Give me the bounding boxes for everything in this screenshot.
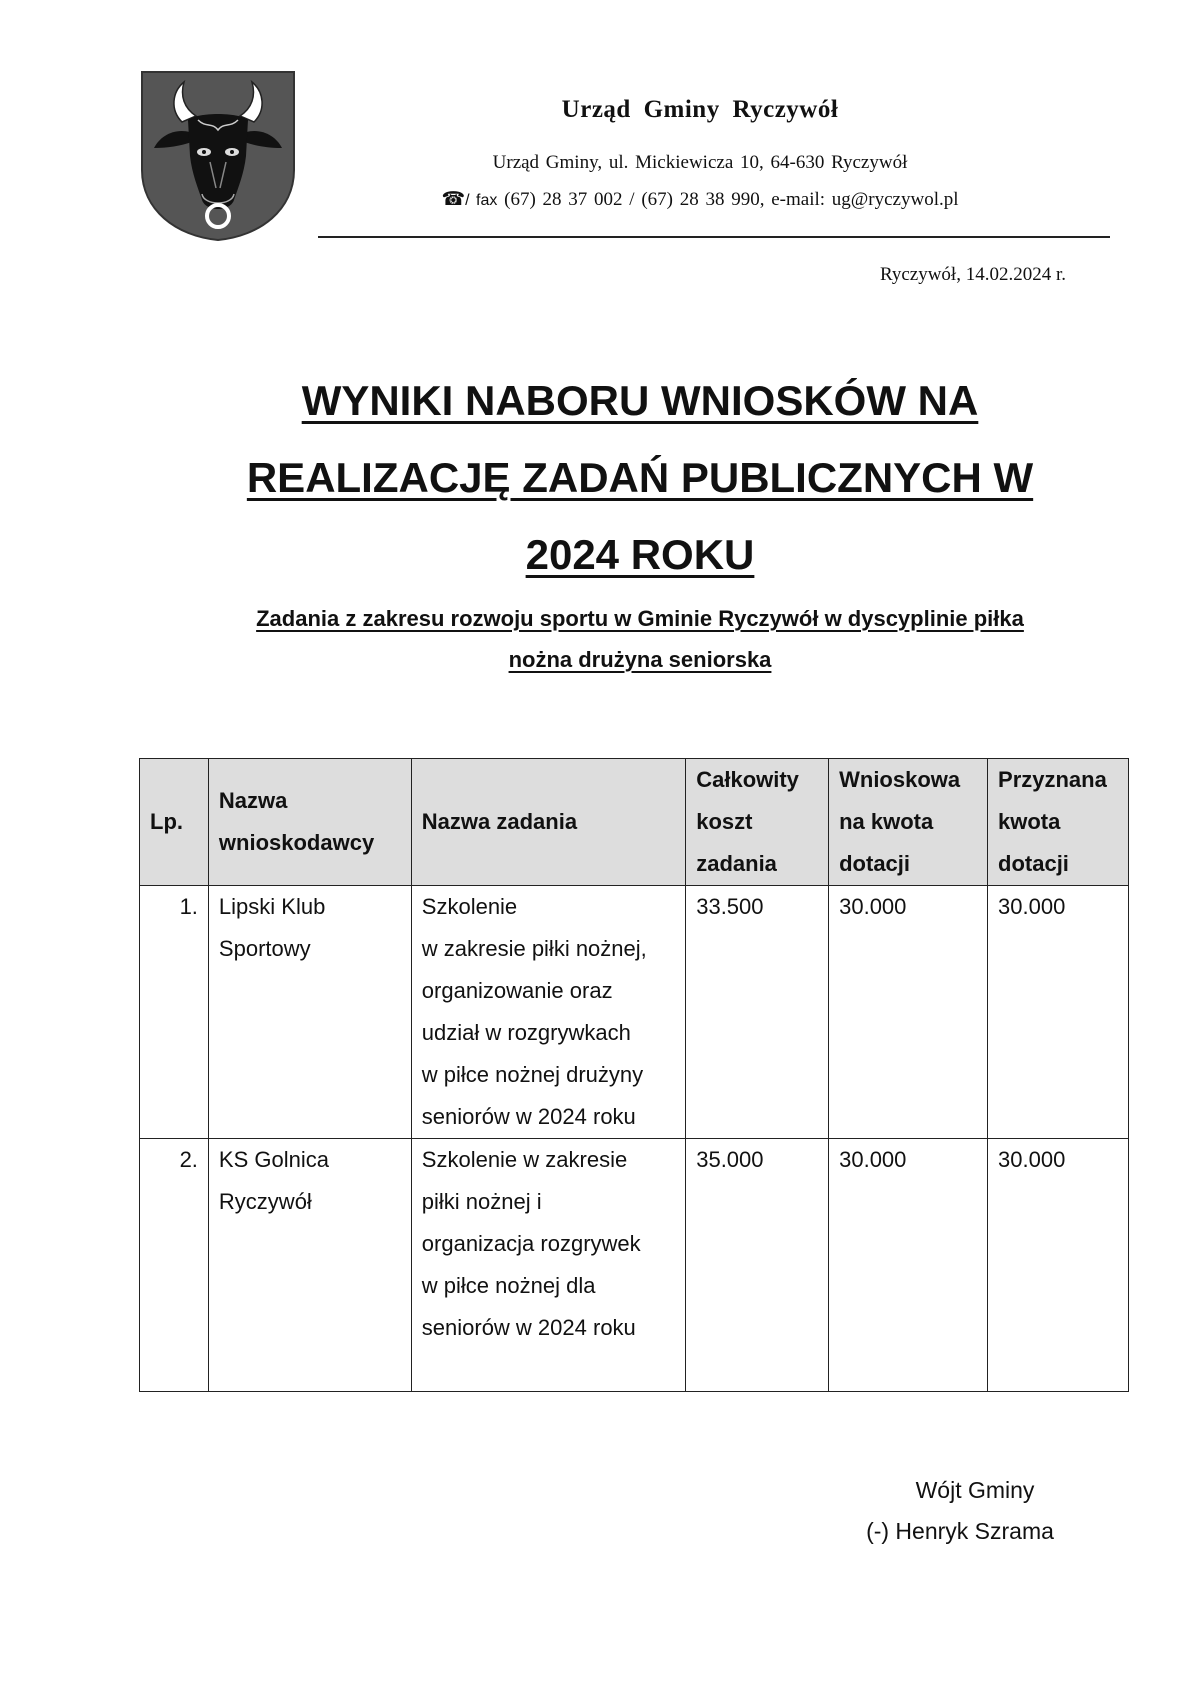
title-line-2: REALIZACJĘ ZADAŃ PUBLICZNYCH W (246, 454, 1034, 501)
table-header-row (140, 759, 1129, 886)
header-requested: Wnioskowa na kwota dotacji (829, 759, 988, 886)
header-total-cost: Całkowity koszt zadania (686, 759, 829, 886)
subtitle-line-1: Zadania z zakresu rozwoju sportu w Gminie Ryczywół w dyscyplinie piłka (256, 606, 1024, 631)
row-lp: 1. (140, 886, 209, 1139)
signature-block (820, 1470, 1100, 1552)
signature-name: (-) Henryk Szrama (866, 1518, 1054, 1544)
header-divider (318, 236, 1110, 238)
coat-of-arms-emblem (140, 70, 296, 242)
row-requested: 30.000 (829, 886, 988, 1139)
fax-label: / fax (465, 192, 498, 209)
row-task: Szkolenie w zakresie piłki nożnej i organizacja rozgrywek w piłce nożnej dla seniorów w 2024 roku (411, 1139, 685, 1392)
table-row (140, 1139, 1129, 1392)
header-lp: Lp. (140, 759, 209, 886)
phone-icon: ☎ (441, 189, 466, 210)
row-lp: 2. (140, 1139, 209, 1392)
row-applicant: Lipski Klub Sportowy (208, 886, 411, 1139)
title-line-3: 2024 ROKU (525, 531, 755, 578)
office-name: Urząd Gminy Ryczywół (561, 96, 839, 123)
row-total-cost: 33.500 (686, 886, 829, 1139)
date-line: Ryczywół, 14.02.2024 r. (879, 264, 1066, 285)
header-task: Nazwa zadania (411, 759, 685, 886)
row-requested: 30.000 (829, 1139, 988, 1392)
office-address: Urząd Gminy, ul. Mickiewicza 10, 64-630 Ryczywół (492, 152, 908, 173)
row-granted: 30.000 (988, 1139, 1129, 1392)
title-line-1: WYNIKI NABORU WNIOSKÓW NA (301, 377, 979, 424)
results-table (139, 758, 1129, 1392)
row-task: Szkolenie w zakresie piłki nożnej, organizowanie oraz udział w rozgrywkach w piłce nożnej drużyny seniorów w 2024 roku (411, 886, 685, 1139)
contact-numbers: (67) 28 37 002 / (67) 28 38 990, e-mail: ug@ryczywol.pl (504, 189, 959, 210)
signature-role: Wójt Gminy (915, 1477, 1035, 1503)
row-granted: 30.000 (988, 886, 1129, 1139)
row-total-cost: 35.000 (686, 1139, 829, 1392)
row-applicant: KS Golnica Ryczywół (208, 1139, 411, 1392)
header-applicant: Nazwa wnioskodawcy (208, 759, 411, 886)
office-contact (320, 188, 1080, 211)
document-subtitle (150, 598, 1130, 680)
subtitle-line-2: nożna drużyna seniorska (508, 647, 772, 672)
document-title (150, 362, 1130, 593)
table-row (140, 886, 1129, 1139)
header-granted: Przyznana kwota dotacji (988, 759, 1129, 886)
